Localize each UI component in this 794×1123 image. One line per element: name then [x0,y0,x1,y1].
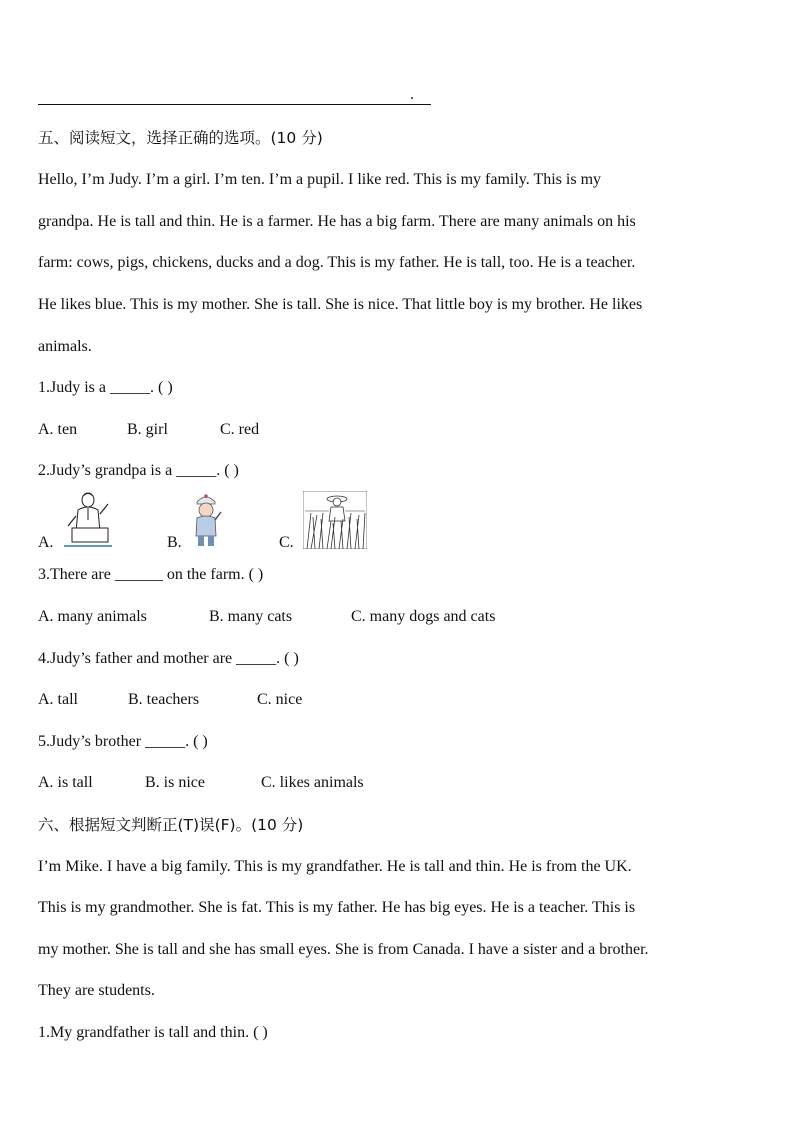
question-1-stem: 1.Judy is a _____. ( ) [38,379,173,396]
question-5-stem: 5.Judy’s brother _____. ( ) [38,733,208,750]
passage-line: This is my grandmother. She is fat. This is my father. He has big eyes. He is a teacher. This is [38,899,636,916]
q4-option-c[interactable]: C. nice [257,691,303,708]
q4-option-b[interactable]: B. teachers [128,691,200,708]
q3-option-a[interactable]: A. many animals [38,608,147,625]
section6-heading: 六、根据短文判断正(T)误(F)。(10 分) [38,816,304,834]
q2-option-a[interactable]: A. [38,534,54,551]
passage-line: I’m Mike. I have a big family. This is my grandfather. He is tall and thin. He is from the UK. [38,858,632,875]
q5-option-a[interactable]: A. is tall [38,774,93,791]
q3-option-c[interactable]: C. many dogs and cats [351,608,496,625]
answer-line-dot: . [410,86,414,103]
q3-option-b[interactable]: B. many cats [209,608,293,625]
q2-option-c[interactable]: C. [279,534,294,551]
question-3-stem: 3.There are ______ on the farm. ( ) [38,566,264,583]
teacher-picture [62,490,114,550]
doctor-picture [188,492,224,550]
answer-line [38,104,431,105]
section5-heading: 五、阅读短文，选择正确的选项。(10 分) [38,129,323,147]
passage-line: my mother. She is tall and she has small eyes. She is from Canada. I have a sister and a brother. [38,941,649,958]
question-2-stem: 2.Judy’s grandpa is a _____. ( ) [38,462,239,479]
farmer-picture [303,491,367,549]
q1-option-b[interactable]: B. girl [127,421,168,438]
passage-line: He likes blue. This is my mother. She is tall. She is nice. That little boy is my brother. He likes [38,296,643,313]
q5-option-c[interactable]: C. likes animals [261,774,364,791]
passage-line: animals. [38,338,92,355]
passage-line: farm: cows, pigs, chickens, ducks and a dog. This is my father. He is tall, too. He is a teacher. [38,254,636,271]
passage-line: They are students. [38,982,155,999]
q5-option-b[interactable]: B. is nice [145,774,205,791]
q1-option-c[interactable]: C. red [220,421,260,438]
statement-1[interactable]: 1.My grandfather is tall and thin. ( ) [38,1024,268,1041]
question-4-stem: 4.Judy’s father and mother are _____. ( ) [38,650,299,667]
passage-line: grandpa. He is tall and thin. He is a farmer. He has a big farm. There are many animals on his [38,213,636,230]
q4-option-a[interactable]: A. tall [38,691,78,708]
q1-option-a[interactable]: A. ten [38,421,78,438]
passage-line: Hello, I’m Judy. I’m a girl. I’m ten. I’m a pupil. I like red. This is my family. This is my [38,171,602,188]
q2-option-b[interactable]: B. [167,534,182,551]
